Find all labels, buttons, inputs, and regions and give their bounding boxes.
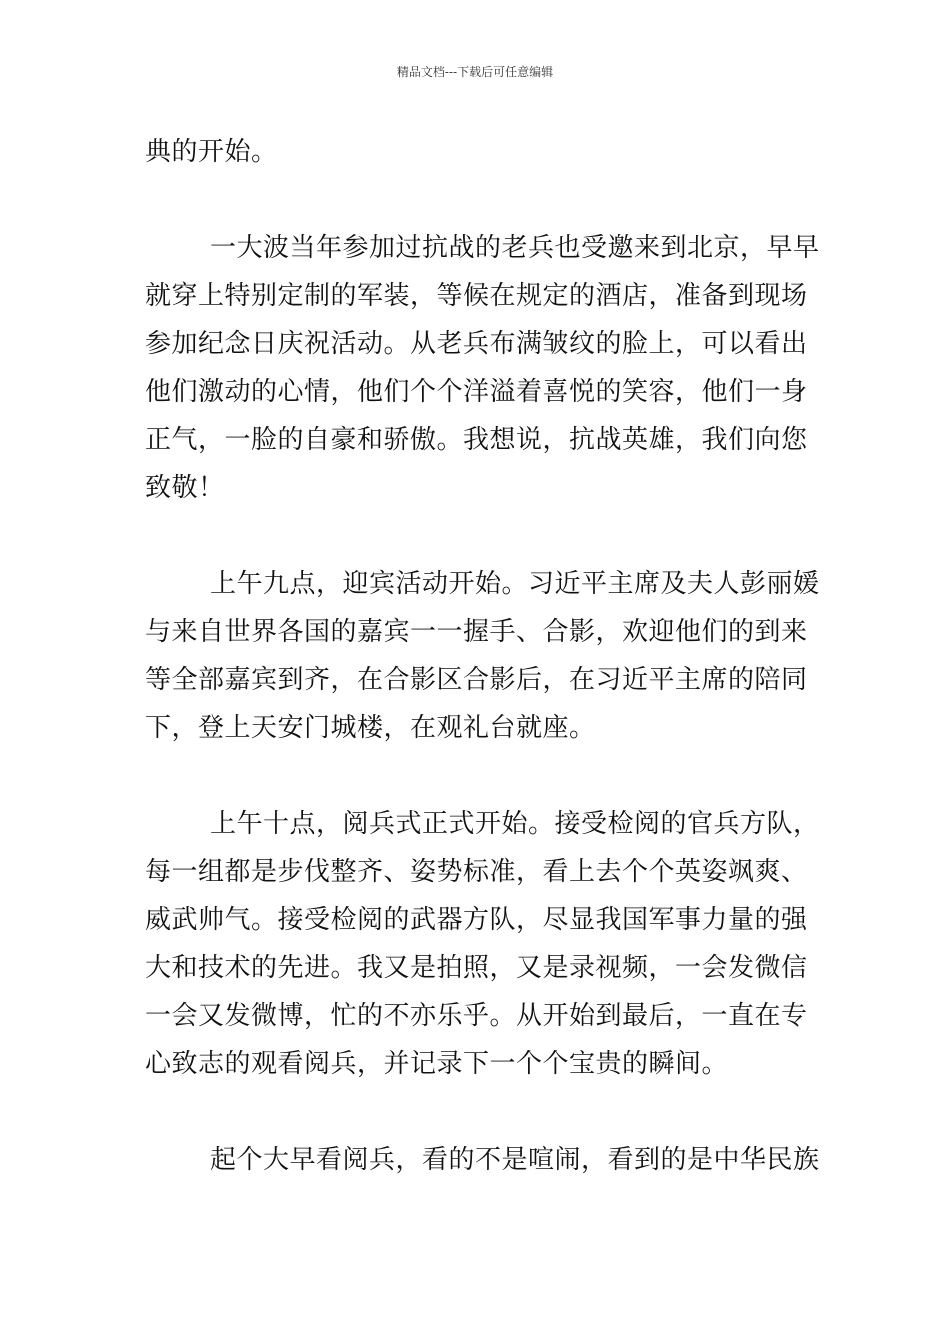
text-line: 正气，一脸的自豪和骄傲。我想说，抗战英雄，我们向您	[145, 425, 808, 455]
text-line: 他们激动的心情，他们个个洋溢着喜悦的笑容，他们一身	[145, 377, 808, 407]
text-line: 典的开始。	[145, 137, 278, 167]
text-line: 等全部嘉宾到齐，在合影区合影后，在习近平主席的陪同	[145, 665, 808, 695]
paragraph-welcome	[145, 560, 820, 752]
text-line: 大和技术的先进。我又是拍照，又是录视频，一会发微信	[145, 953, 808, 983]
paragraph-veterans	[145, 224, 820, 512]
paragraph-closing	[145, 1136, 820, 1184]
text-line: 参加纪念日庆祝活动。从老兵布满皱纹的脸上，可以看出	[145, 329, 808, 359]
text-line: 下，登上天安门城楼，在观礼台就座。	[145, 713, 596, 743]
text-line: 心致志的观看阅兵，并记录下一个个宝贵的瞬间。	[145, 1049, 729, 1079]
paragraph-parade	[145, 800, 820, 1088]
text-line: 上午九点，迎宾活动开始。习近平主席及夫人彭丽媛	[210, 569, 820, 599]
text-line: 一会又发微博，忙的不亦乐乎。从开始到最后，一直在专	[145, 1001, 808, 1031]
text-line: 致敬！	[145, 473, 225, 503]
document-body	[145, 128, 820, 1232]
text-line: 威武帅气。接受检阅的武器方队，尽显我国军事力量的强	[145, 905, 808, 935]
text-line: 一大波当年参加过抗战的老兵也受邀来到北京，早早	[210, 233, 820, 263]
text-line: 上午十点，阅兵式正式开始。接受检阅的官兵方队，	[210, 809, 820, 839]
paragraph-continuation	[145, 128, 807, 176]
page-header: 精品文档---下载后可任意编辑	[396, 65, 554, 79]
text-line: 与来自世界各国的嘉宾一一握手、合影，欢迎他们的到来	[145, 617, 808, 647]
text-line: 每一组都是步伐整齐、姿势标准，看上去个个英姿飒爽、	[145, 857, 808, 887]
text-line: 就穿上特别定制的军装，等候在规定的酒店，准备到现场	[145, 281, 808, 311]
text-line: 起个大早看阅兵，看的不是喧闹，看到的是中华民族	[210, 1145, 820, 1175]
